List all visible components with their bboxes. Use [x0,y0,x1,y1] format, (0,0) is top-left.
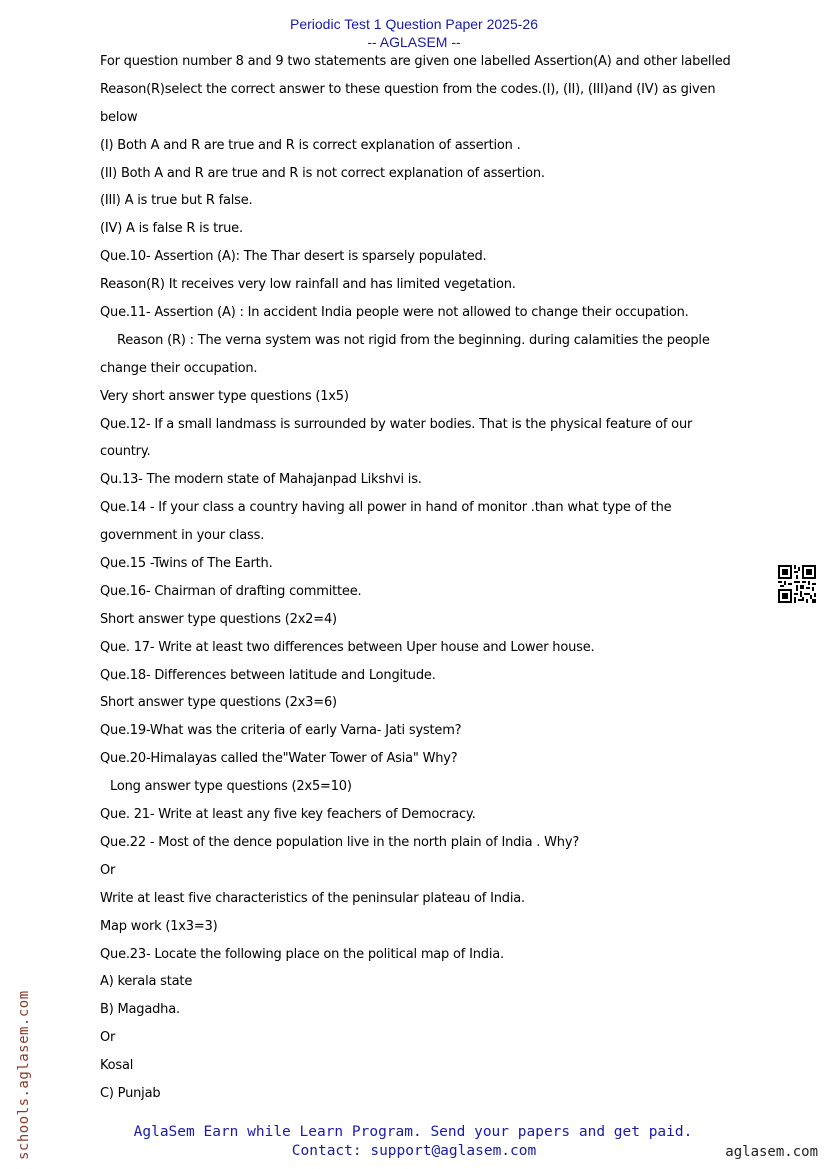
text-line: Que. 17- Write at least two differences between Uper house and Lower house. [100,639,595,655]
section-heading: Long answer type questions (2x5=10) [110,779,352,795]
text-line: Que.19-What was the criteria of early Varna- Jati system? [100,723,462,739]
text-line: Reason (R) : The verna system was not rigid from the beginning. during calamities the people [117,332,710,348]
section-heading: Very short answer type questions (1x5) [100,388,349,404]
text-line: Que.23- Locate the following place on the political map of India. [100,946,504,962]
text-line: Que.22 - Most of the dence population live in the north plain of India . Why? [100,834,580,850]
text-line: Que.18- Differences between latitude and Longitude. [100,667,436,683]
text-line: Kosal [100,1058,134,1074]
text-line: Que. 21- Write at least any five key feachers of Democracy. [100,807,476,823]
paper-subtitle: -- AGLASEM -- [367,34,461,50]
text-line: C) Punjab [100,1085,161,1101]
question-content [100,48,780,1108]
text-line: Qu.13- The modern state of Mahajanpad Likshvi is. [100,472,422,488]
text-line: Que.14 - If your class a country having all power in hand of monitor .than what type of the [100,500,672,516]
text-line: Or [100,862,116,878]
corner-watermark: aglasem.com [725,1144,818,1160]
text-line: (III) A is true but R false. [100,193,253,209]
text-line: Que.16- Chairman of drafting committee. [100,583,362,599]
text-line: government in your class. [100,528,265,544]
text-line: country. [100,444,151,460]
text-line: Or [100,1030,116,1046]
text-line: Que.15 -Twins of The Earth. [100,556,273,572]
text-line: change their occupation. [100,360,258,376]
qr-code-icon [778,565,816,603]
footer-promo: AglaSem Earn while Learn Program. Send your papers and get paid. [133,1124,693,1140]
text-line: B) Magadha. [100,1002,180,1018]
text-line: Que.12- If a small landmass is surrounded by water bodies. That is the physical feature of our [100,416,693,432]
text-line: Write at least five characteristics of the peninsular plateau of India. [100,890,525,906]
text-line: A) kerala state [100,974,193,990]
text-line: (II) Both A and R are true and R is not correct explanation of assertion. [100,165,545,181]
text-line: For question number 8 and 9 two statements are given one labelled Assertion(A) and other labelled [100,54,731,69]
footer-contact[interactable]: Contact: support@aglasem.com [291,1143,537,1159]
text-line: (I) Both A and R are true and R is correct explanation of assertion . [100,137,521,153]
text-line: (IV) A is false R is true. [100,221,243,237]
section-heading: Short answer type questions (2x3=6) [100,695,337,711]
text-line: Que.11- Assertion (A) : In accident India people were not allowed to change their occupation. [100,305,689,321]
paper-title: Periodic Test 1 Question Paper 2025-26 [289,16,538,32]
section-heading: Short answer type questions (2x2=4) [100,611,337,627]
text-line: Reason(R) It receives very low rainfall and has limited vegetation. [100,277,516,293]
section-heading: Map work (1x3=3) [100,918,218,934]
text-line: Que.20-Himalayas called the"Water Tower of Asia" Why? [100,751,458,767]
side-watermark: schools.aglasem.com [16,990,32,1160]
text-line: below [100,109,138,125]
text-line: Que.10- Assertion (A): The Thar desert is sparsely populated. [100,249,487,265]
text-line: Reason(R)select the correct answer to these question from the codes.(I), (II), (III)and (IV) as given [100,81,716,97]
